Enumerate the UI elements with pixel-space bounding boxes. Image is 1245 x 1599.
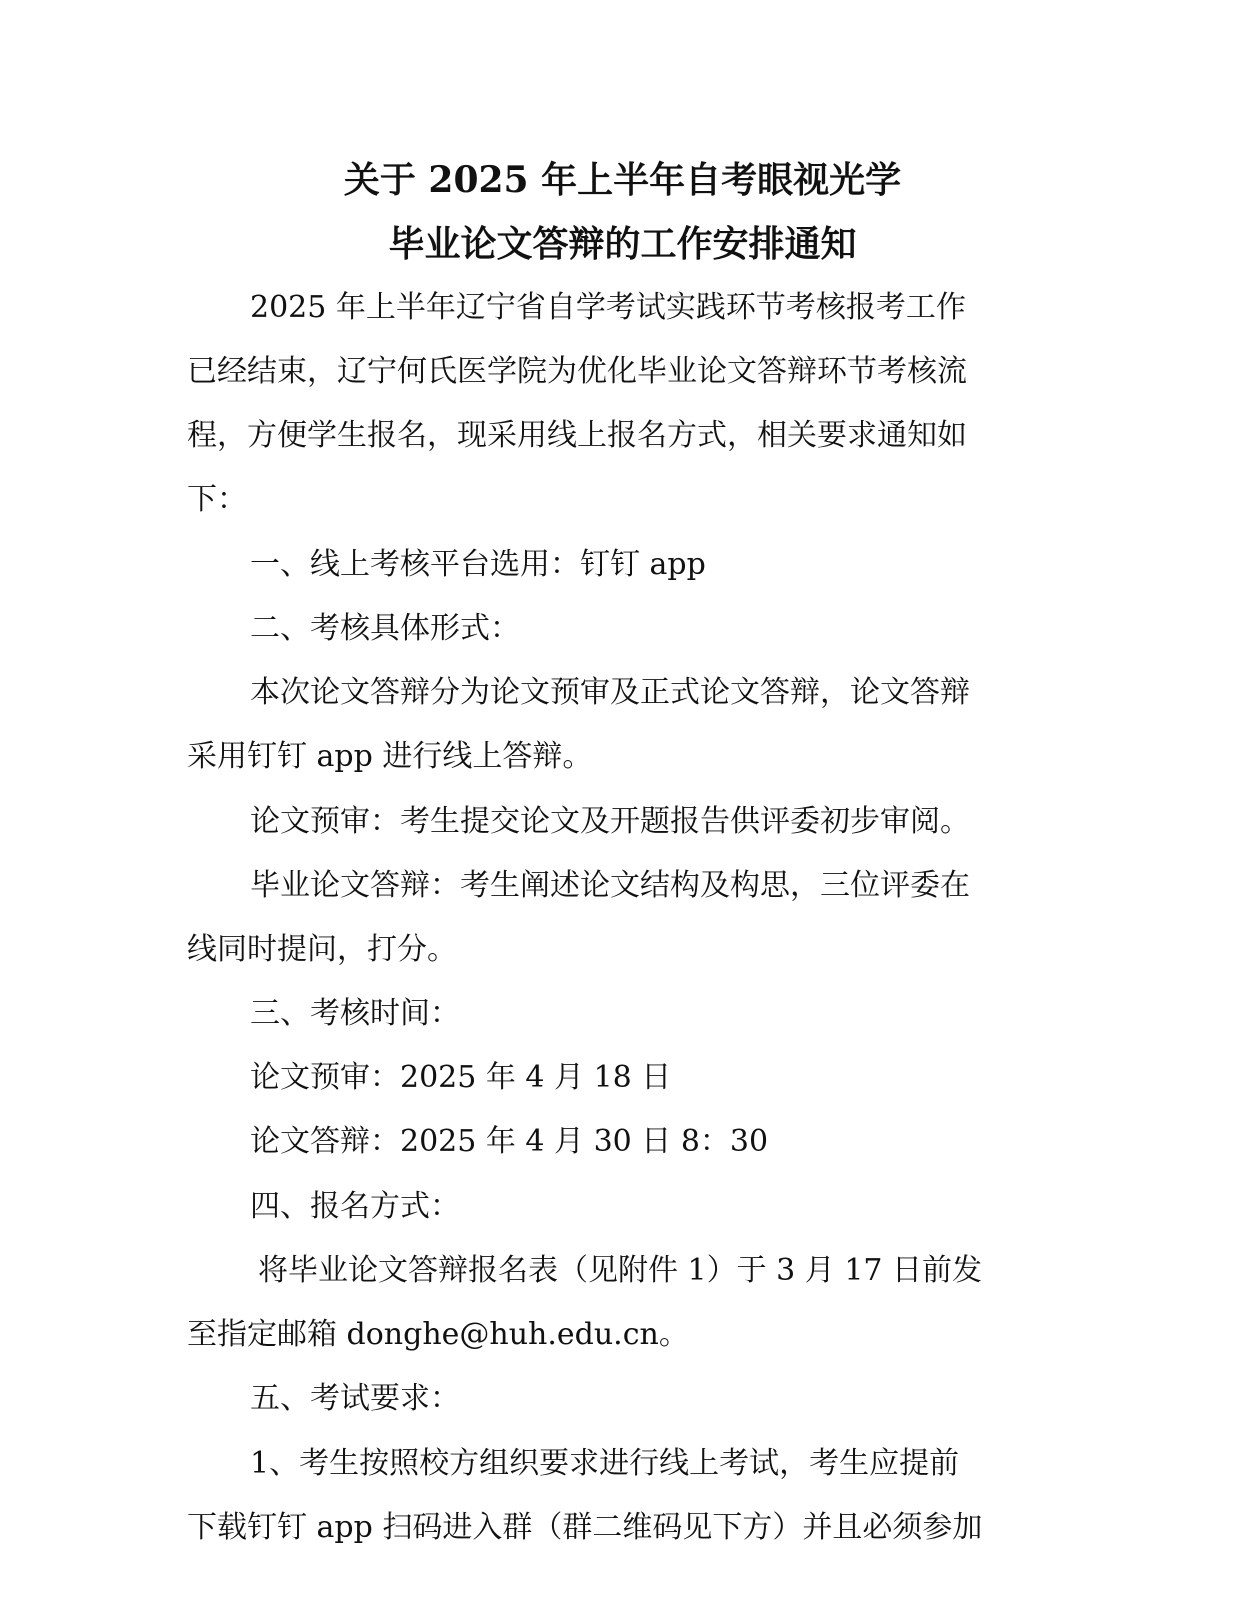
section-4-heading: 四、报名方式：: [250, 1189, 460, 1224]
requirement-1-line-2: 下载钉钉 app 扫码进入群（群二维码见下方）并且必须参加: [187, 1510, 983, 1545]
defense-description-line-2: 线同时提问，打分。: [187, 932, 457, 967]
prereview-date: 论文预审：2025 年 4 月 18 日: [250, 1060, 672, 1095]
prereview-description: 论文预审：考生提交论文及开题报告供评委初步审阅。: [250, 804, 970, 839]
section-3-heading: 三、考核时间：: [250, 996, 460, 1031]
paragraph-intro-line-4: 下：: [187, 482, 247, 517]
defense-description-line-1: 毕业论文答辩：考生阐述论文结构及构思，三位评委在: [250, 868, 970, 903]
section-2-paragraph-line-2: 采用钉钉 app 进行线上答辩。: [187, 739, 593, 774]
section-2-heading: 二、考核具体形式：: [250, 611, 520, 646]
paragraph-intro-line-2: 已经结束，辽宁何氏医学院为优化毕业论文答辩环节考核流: [187, 354, 967, 389]
paragraph-intro-line-1: 2025 年上半年辽宁省自学考试实践环节考核报考工作: [250, 290, 966, 325]
registration-paragraph-line-1: 将毕业论文答辩报名表（见附件 1）于 3 月 17 日前发: [258, 1253, 983, 1288]
section-1-heading: 一、线上考核平台选用：钉钉 app: [250, 547, 706, 582]
document-title-line-2: 毕业论文答辩的工作安排通知: [388, 223, 857, 265]
document-title-line-1: 关于 2025 年上半年自考眼视光学: [343, 159, 902, 201]
section-5-heading: 五、考试要求：: [250, 1381, 460, 1416]
paragraph-intro-line-3: 程，方便学生报名，现采用线上报名方式，相关要求通知如: [187, 418, 967, 453]
registration-paragraph-line-2: 至指定邮箱 donghe@huh.edu.cn。: [187, 1317, 689, 1352]
defense-date: 论文答辩：2025 年 4 月 30 日 8：30: [250, 1124, 769, 1159]
requirement-1-line-1: 1、考生按照校方组织要求进行线上考试，考生应提前: [250, 1446, 960, 1481]
section-2-paragraph-line-1: 本次论文答辩分为论文预审及正式论文答辩，论文答辩: [250, 675, 970, 710]
